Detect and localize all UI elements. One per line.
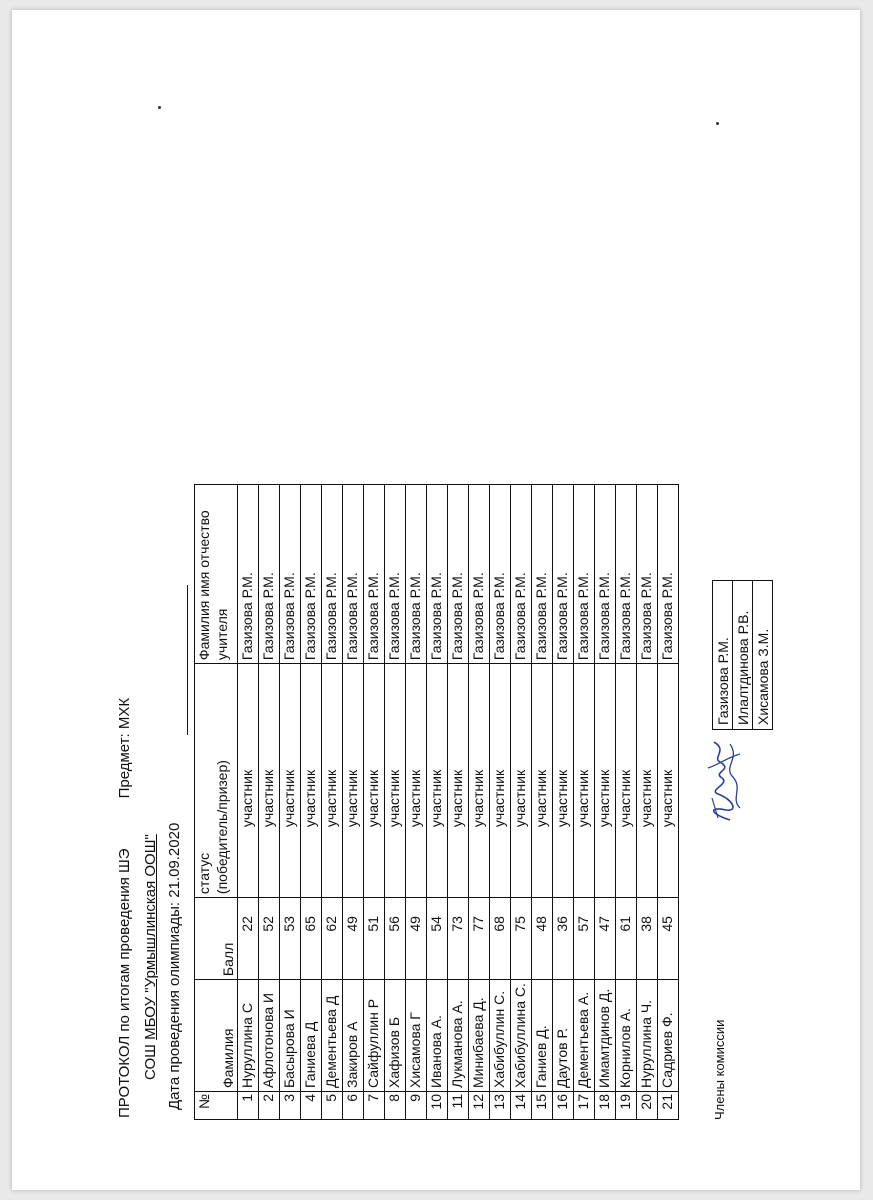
header-number: № (195, 1092, 238, 1120)
commission-member: Хисамова З.М. (753, 581, 773, 730)
row-status: участник (385, 664, 406, 898)
row-surname: Басырова И (280, 980, 301, 1092)
row-surname: Хафизов Б (385, 980, 406, 1092)
row-status: участник (595, 664, 616, 898)
table-row (637, 485, 658, 1120)
table-row (406, 485, 427, 1120)
row-status: участник (280, 664, 301, 898)
row-surname: Сайфуллин Р (364, 980, 385, 1092)
row-surname: Ганиева Д (301, 980, 322, 1092)
table-row (469, 485, 490, 1120)
header-status (195, 664, 238, 898)
row-surname: Нуруллина Ч. (637, 980, 658, 1092)
row-teacher: Газизова Р.М. (637, 485, 658, 664)
row-surname: Иванова А. (427, 980, 448, 1092)
table-row (259, 485, 280, 1120)
table-row (343, 485, 364, 1120)
olympiad-date: Дата проведения олимпиады: 21.09.2020 (166, 822, 183, 1110)
row-surname: Садриев Ф. (658, 980, 679, 1092)
results-table (194, 484, 679, 1120)
row-score: 56 (385, 898, 406, 980)
row-score: 45 (658, 898, 679, 980)
table-row (322, 485, 343, 1120)
row-teacher: Газизова Р.М. (259, 485, 280, 664)
protocol-title (116, 698, 133, 1118)
row-status: участник (322, 664, 343, 898)
row-status: участник (301, 664, 322, 898)
row-teacher: Газизова Р.М. (553, 485, 574, 664)
row-teacher: Газизова Р.М. (322, 485, 343, 664)
row-score: 53 (280, 898, 301, 980)
row-number: 6 (343, 1092, 364, 1120)
row-teacher: Газизова Р.М. (343, 485, 364, 664)
row-teacher: Газизова Р.М. (616, 485, 637, 664)
row-status: участник (259, 664, 280, 898)
row-number: 7 (364, 1092, 385, 1120)
row-teacher: Газизова Р.М. (385, 485, 406, 664)
table-row (574, 485, 595, 1120)
row-status: участник (532, 664, 553, 898)
row-teacher: Газизова Р.М. (448, 485, 469, 664)
table-row (658, 485, 679, 1120)
commission-row (733, 581, 753, 730)
row-surname: Нуруллина С (238, 980, 259, 1092)
row-teacher: Газизова Р.М. (238, 485, 259, 664)
row-teacher: Газизова Р.М. (301, 485, 322, 664)
commission-label: Члены комиссии (712, 1019, 727, 1120)
row-teacher: Газизова Р.М. (532, 485, 553, 664)
row-number: 8 (385, 1092, 406, 1120)
row-number: 5 (322, 1092, 343, 1120)
row-surname: Минибаева Д. (469, 980, 490, 1092)
commission-signatures-image (700, 728, 750, 828)
row-number: 17 (574, 1092, 595, 1120)
row-score: 36 (553, 898, 574, 980)
row-surname: Корнилов А. (616, 980, 637, 1092)
row-number: 18 (595, 1092, 616, 1120)
subject-label: Предмет: МХК (116, 697, 133, 799)
commission-row (713, 581, 733, 730)
row-teacher: Газизова Р.М. (658, 485, 679, 664)
header-teacher-line2: учителя (214, 608, 230, 661)
row-number: 19 (616, 1092, 637, 1120)
table-row (448, 485, 469, 1120)
row-status: участник (427, 664, 448, 898)
row-score: 49 (406, 898, 427, 980)
row-surname: Дементьева А. (574, 980, 595, 1092)
row-number: 21 (658, 1092, 679, 1120)
header-underline (187, 585, 188, 735)
row-status: участник (511, 664, 532, 898)
row-score: 57 (574, 898, 595, 980)
row-number: 11 (448, 1092, 469, 1120)
row-status: участник (574, 664, 595, 898)
results-body (238, 485, 679, 1120)
row-status: участник (490, 664, 511, 898)
row-surname: Хисамова Г (406, 980, 427, 1092)
row-teacher: Газизова Р.М. (427, 485, 448, 664)
table-row (532, 485, 553, 1120)
scan-speck (716, 122, 719, 125)
row-number: 20 (637, 1092, 658, 1120)
table-row (427, 485, 448, 1120)
table-row (301, 485, 322, 1120)
row-teacher: Газизова Р.М. (364, 485, 385, 664)
commission-member: Илалтдинова Р.В. (733, 581, 753, 730)
table-row (280, 485, 301, 1120)
row-teacher: Газизова Р.М. (280, 485, 301, 664)
header-score (195, 898, 238, 980)
table-row (364, 485, 385, 1120)
school-prefix: СОШ (142, 1039, 159, 1080)
commission-row (753, 581, 773, 730)
row-number: 16 (553, 1092, 574, 1120)
row-status: участник (238, 664, 259, 898)
commission-table (712, 580, 773, 730)
row-score: 68 (490, 898, 511, 980)
row-surname: Хабибуллина С. (511, 980, 532, 1092)
table-row (553, 485, 574, 1120)
row-number: 2 (259, 1092, 280, 1120)
table-header-row (195, 485, 238, 1120)
row-score: 62 (322, 898, 343, 980)
table-row (511, 485, 532, 1120)
row-score: 47 (595, 898, 616, 980)
row-status: участник (469, 664, 490, 898)
row-score: 49 (343, 898, 364, 980)
row-surname: Имамтдинов Д. (595, 980, 616, 1092)
row-score: 73 (448, 898, 469, 980)
row-score: 22 (238, 898, 259, 980)
row-teacher: Газизова Р.М. (595, 485, 616, 664)
header-surname-text: Фамилия (220, 1028, 236, 1088)
row-teacher: Газизова Р.М. (490, 485, 511, 664)
row-number: 4 (301, 1092, 322, 1120)
header-surname (195, 980, 238, 1092)
row-score: 52 (259, 898, 280, 980)
row-status: участник (448, 664, 469, 898)
rotated-protocol-sheet (12, 10, 860, 1190)
row-number: 13 (490, 1092, 511, 1120)
row-status: участник (637, 664, 658, 898)
row-score: 77 (469, 898, 490, 980)
header-score-text: Балл (220, 942, 236, 977)
row-status: участник (553, 664, 574, 898)
row-score: 48 (532, 898, 553, 980)
row-status: участник (658, 664, 679, 898)
header-status-line1: статус (196, 852, 212, 895)
row-status: участник (364, 664, 385, 898)
row-score: 38 (637, 898, 658, 980)
row-surname: Афлотонова И (259, 980, 280, 1092)
header-status-line2: (победитель/призер) (214, 760, 230, 895)
row-status: участник (616, 664, 637, 898)
row-teacher: Газизова Р.М. (511, 485, 532, 664)
row-surname: Дементьева Д (322, 980, 343, 1092)
row-number: 12 (469, 1092, 490, 1120)
table-row (595, 485, 616, 1120)
row-teacher: Газизова Р.М. (574, 485, 595, 664)
row-number: 10 (427, 1092, 448, 1120)
document-page (12, 10, 860, 1190)
commission-member: Газизова Р.М. (713, 581, 733, 730)
row-surname: Лукманова А. (448, 980, 469, 1092)
row-teacher: Газизова Р.М. (406, 485, 427, 664)
row-surname: Закиров А (343, 980, 364, 1092)
protocol-heading: ПРОТОКОЛ по итогам проведения ШЭ (116, 848, 133, 1118)
row-status: участник (406, 664, 427, 898)
row-score: 65 (301, 898, 322, 980)
row-score: 61 (616, 898, 637, 980)
header-teacher (195, 485, 238, 664)
row-number: 9 (406, 1092, 427, 1120)
row-number: 1 (238, 1092, 259, 1120)
row-score: 75 (511, 898, 532, 980)
row-score: 54 (427, 898, 448, 980)
row-score: 51 (364, 898, 385, 980)
row-surname: Хабибуллин С. (490, 980, 511, 1092)
row-surname: Ганиев Д. (532, 980, 553, 1092)
table-row (490, 485, 511, 1120)
row-surname: Даутов Р. (553, 980, 574, 1092)
table-row (238, 485, 259, 1120)
row-teacher: Газизова Р.М. (469, 485, 490, 664)
row-number: 3 (280, 1092, 301, 1120)
table-row (616, 485, 637, 1120)
school-name: МБОУ "Урмышлинская ООШ" (142, 834, 159, 1040)
row-number: 15 (532, 1092, 553, 1120)
scan-speck (158, 106, 161, 109)
row-number: 14 (511, 1092, 532, 1120)
header-teacher-line1: Фамилия имя отчество (196, 510, 212, 661)
row-status: участник (343, 664, 364, 898)
table-row (385, 485, 406, 1120)
school-line (142, 834, 159, 1080)
commission-body (713, 581, 773, 730)
